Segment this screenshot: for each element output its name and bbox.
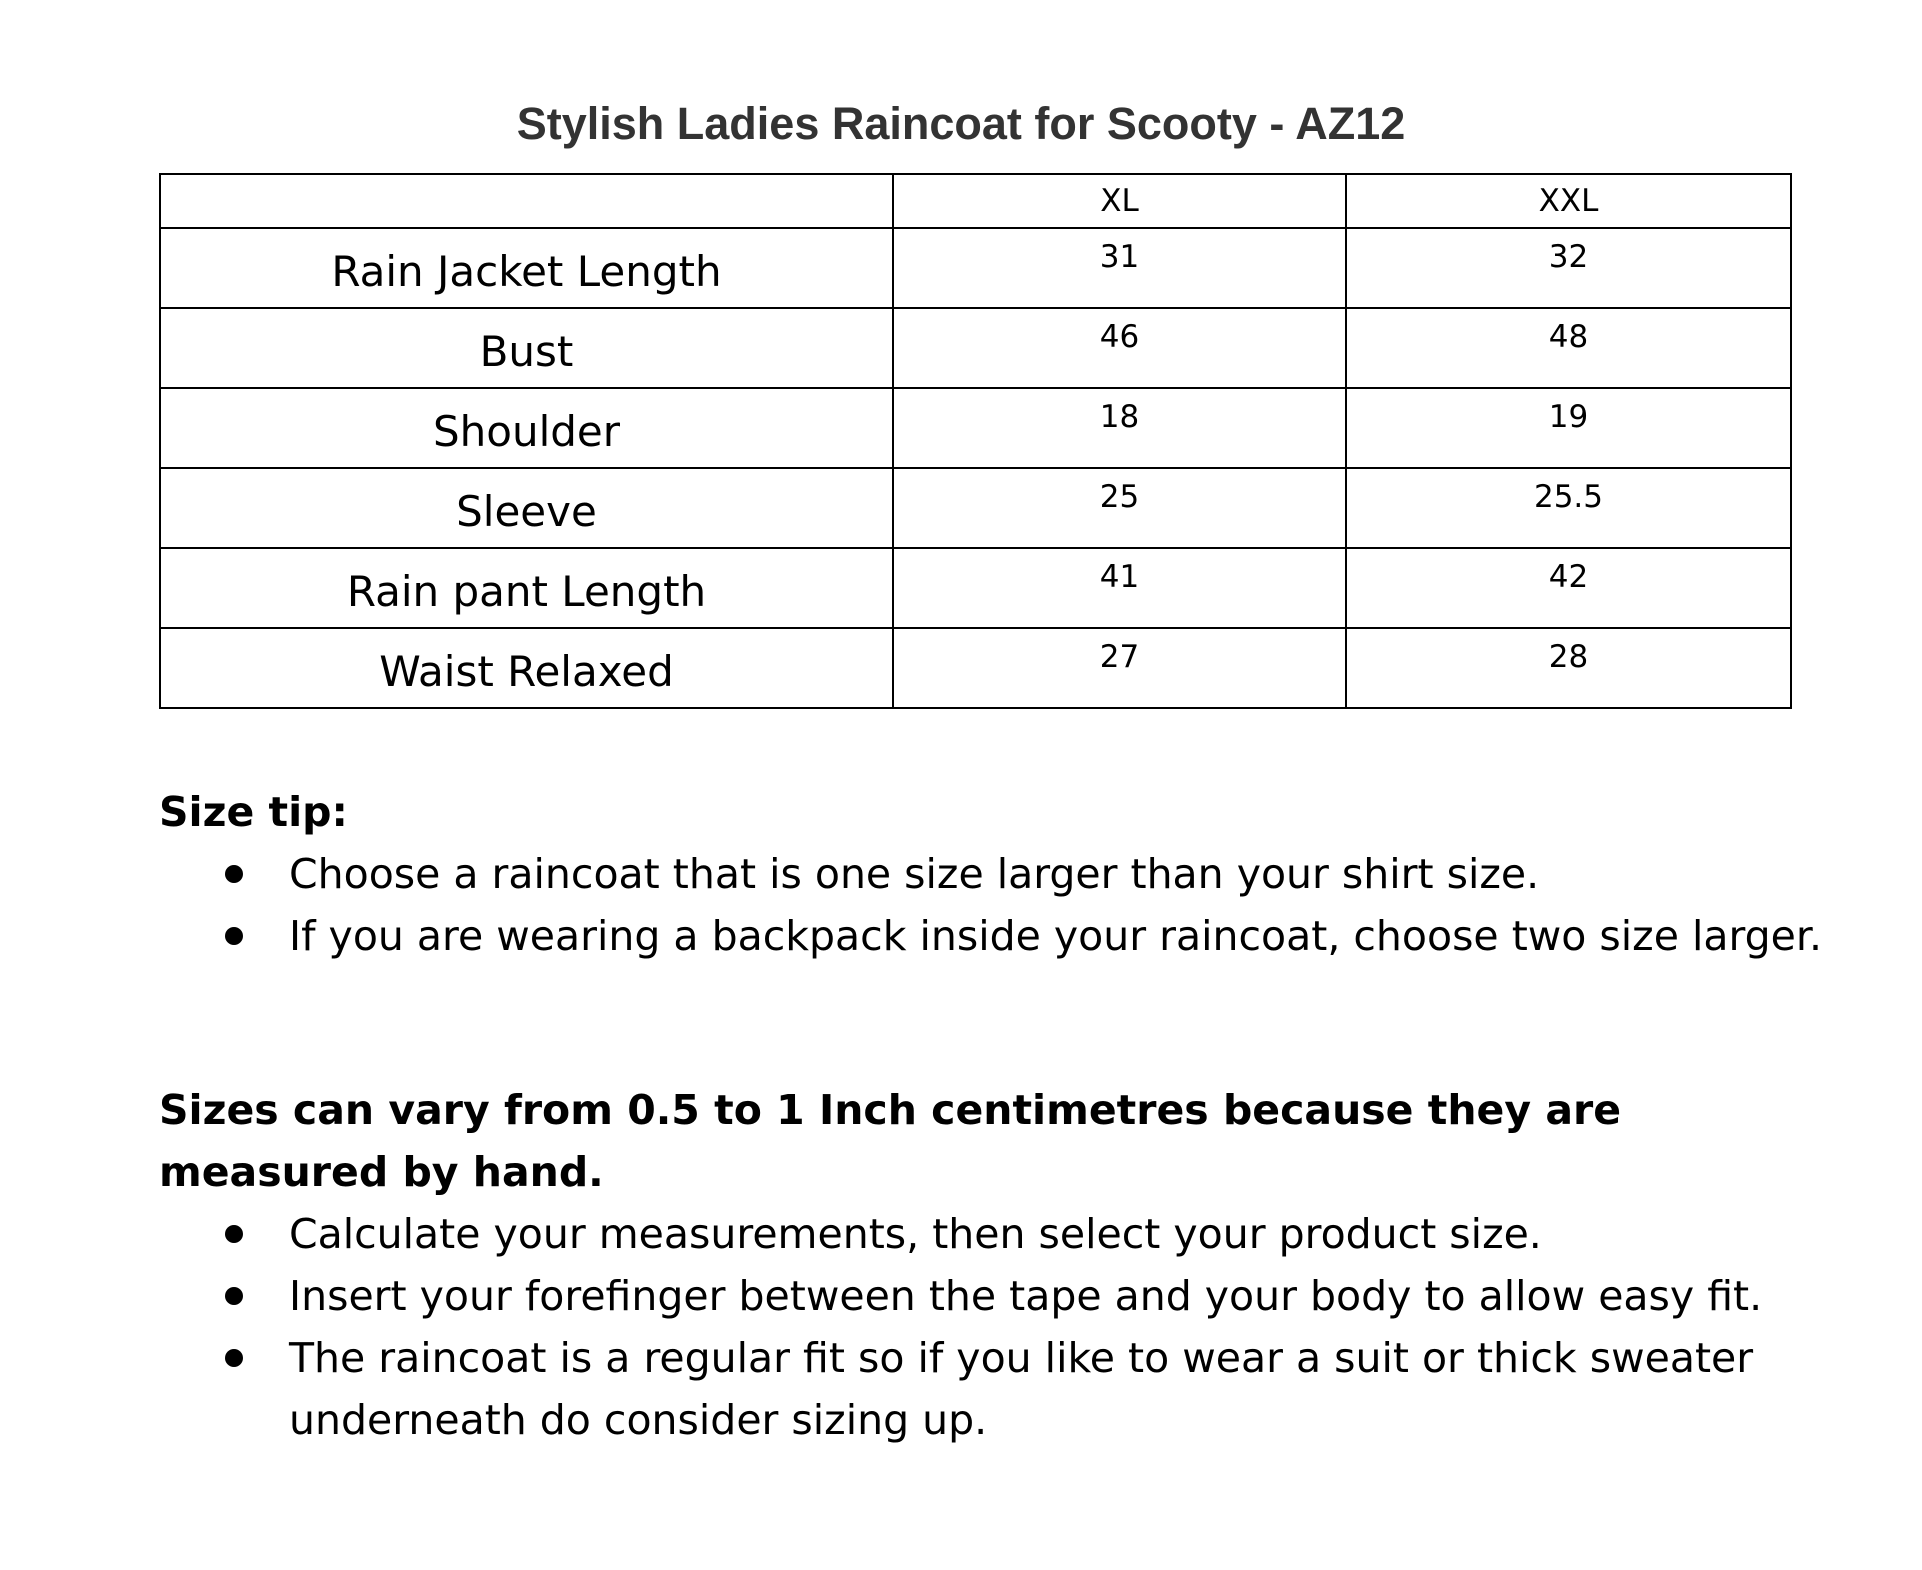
xl-value: 18 (893, 388, 1346, 468)
size-tip-heading: Size tip: (159, 788, 348, 836)
list-item-text: Insert your forefinger between the tape and your body to allow easy fit. (289, 1272, 1763, 1320)
xxl-value: 48 (1346, 308, 1791, 388)
xl-value: 41 (893, 548, 1346, 628)
table-row (160, 548, 1791, 628)
bullet-icon (225, 1287, 243, 1305)
xxl-value: 42 (1346, 548, 1791, 628)
table-row (160, 308, 1791, 388)
size-tip-section (159, 781, 1859, 967)
list-item-text: Calculate your measurements, then select your product size. (289, 1210, 1542, 1258)
table-header-row (160, 174, 1791, 228)
size-chart-table (159, 173, 1792, 709)
row-label: Waist Relaxed (160, 628, 893, 708)
xxl-value: 25.5 (1346, 468, 1791, 548)
row-label: Rain Jacket Length (160, 228, 893, 308)
measurement-note-heading: Sizes can vary from 0.5 to 1 Inch centimetres because they are measured by hand. (159, 1086, 1622, 1196)
row-label: Shoulder (160, 388, 893, 468)
xxl-value: 28 (1346, 628, 1791, 708)
bullet-icon (225, 1225, 243, 1243)
list-item (159, 843, 1839, 905)
row-label: Bust (160, 308, 893, 388)
xxl-value: 32 (1346, 228, 1791, 308)
list-item (159, 1265, 1839, 1327)
xl-value: 31 (893, 228, 1346, 308)
table-row (160, 388, 1791, 468)
header-cell-xl: XL (893, 174, 1346, 228)
header-cell-xxl: XXL (1346, 174, 1791, 228)
list-item (159, 1203, 1839, 1265)
measurement-note-section (159, 1079, 1859, 1451)
bullet-icon (225, 927, 243, 945)
xl-value: 25 (893, 468, 1346, 548)
xl-value: 46 (893, 308, 1346, 388)
size-tip-list (159, 843, 1859, 967)
document-title: Stylish Ladies Raincoat for Scooty - AZ12 (516, 98, 1406, 149)
header-cell-empty (160, 174, 893, 228)
row-label: Sleeve (160, 468, 893, 548)
list-item (159, 1327, 1839, 1451)
xxl-value: 19 (1346, 388, 1791, 468)
list-item-text: Choose a raincoat that is one size larger than your shirt size. (289, 850, 1540, 898)
table-row (160, 628, 1791, 708)
measurement-note-list (159, 1203, 1859, 1451)
list-item (159, 905, 1839, 967)
list-item-text: The raincoat is a regular fit so if you like to wear a suit or thick sweater underneath do consider sizing up. (289, 1334, 1754, 1444)
xl-value: 27 (893, 628, 1346, 708)
table-row (160, 468, 1791, 548)
bullet-icon (225, 1349, 243, 1367)
table-row (160, 228, 1791, 308)
row-label: Rain pant Length (160, 548, 893, 628)
list-item-text: If you are wearing a backpack inside your raincoat, choose two size larger. (289, 912, 1822, 960)
bullet-icon (225, 865, 243, 883)
